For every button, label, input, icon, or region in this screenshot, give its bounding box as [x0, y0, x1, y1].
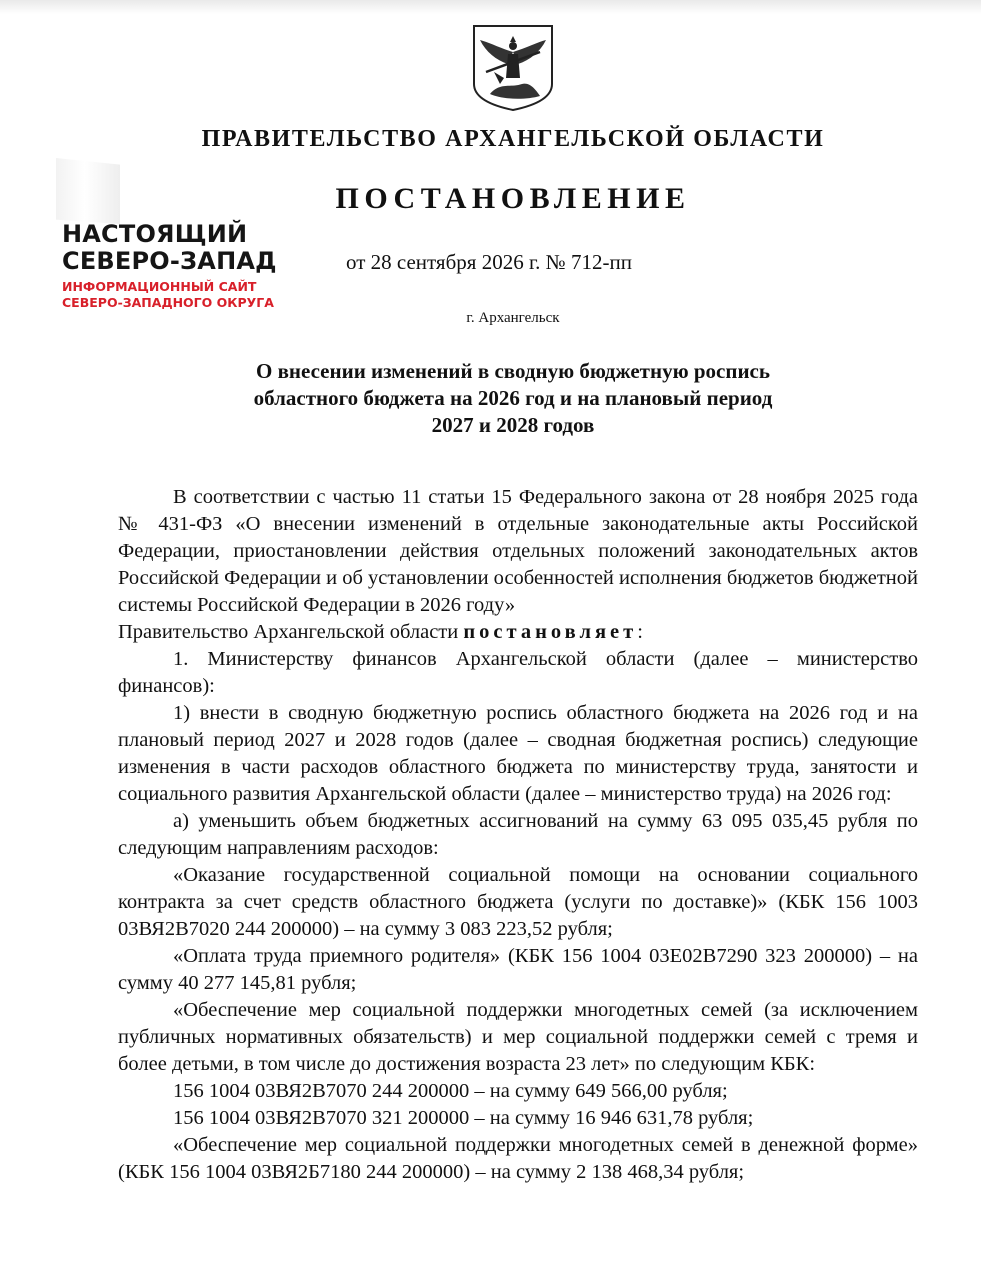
resolves-prefix: Правительство Архангельской области — [118, 621, 464, 643]
clause-paragraph: 1. Министерству финансов Архангельской области (далее – министерство финансов): — [118, 648, 918, 697]
document-dateline: от 28 сентября 2026 г. № 712-пп — [346, 250, 632, 274]
clause-paragraph: 1) внести в сводную бюджетную роспись областного бюджета на 2026 год и на плановый период 2027 и 2028 годов (далее – сводная бюджетная роспись) следующие изменения в части расходов областного бюджета по министерству труда, занятости и социального развития Архангельской области (далее – министерство труда) на 2026 год: — [118, 702, 918, 805]
document-body — [118, 484, 918, 1186]
resolves-suffix: : — [637, 621, 643, 643]
government-name: ПРАВИТЕЛЬСТВО АРХАНГЕЛЬСКОЙ ОБЛАСТИ — [201, 126, 825, 152]
preamble-paragraph: В соответствии с частью 11 статьи 15 Федерального закона от 28 ноября 2025 года № 431-ФЗ «О внесении изменений в отдельные законодательные акты Российской Федерации, приостановлении действия отдельных положений законодательных актов Российской Федерации и об установлении особенностей исполнения бюджетов бюджетной системы Российской Федерации в 2026 году» — [118, 486, 918, 616]
document-city: г. Архангельск — [466, 310, 560, 326]
clause-paragraph: 156 1004 03ВЯ2В7070 321 200000 – на сумму 16 946 631,78 рубля; — [173, 1107, 754, 1129]
document-type-title: ПОСТАНОВЛЕНИЕ — [335, 182, 691, 215]
resolution-title-line: 2027 и 2028 годов — [431, 413, 595, 437]
resolves-word: постановляет — [463, 621, 638, 643]
resolution-title-line: областного бюджета на 2026 год и на плановый период — [253, 386, 773, 410]
watermark-logo — [56, 158, 306, 314]
watermark-line-1: НАСТОЯЩИЙ — [62, 220, 248, 248]
clause-paragraph: «Оказание государственной социальной помощи на основании социального контракта за счет средств областного бюджета (услуги по доставке)» (КБК 156 1003 03ВЯ2В7020 244 200000) – на сумму 3 083 223,52 рубля; — [118, 864, 918, 940]
resolution-title-line: О внесении изменений в сводную бюджетную роспись — [256, 359, 770, 383]
clause-paragraph: «Обеспечение мер социальной поддержки многодетных семей в денежной форме» (КБК 156 1004 03ВЯ2Б7180 244 200000) – на сумму 2 138 468,34 рубля; — [118, 1134, 918, 1183]
resolution-title — [0, 358, 981, 439]
clause-paragraph: а) уменьшить объем бюджетных ассигнований на сумму 63 095 035,45 рубля по следующим направлениям расходов: — [118, 810, 918, 859]
watermark-subtitle-1: ИНФОРМАЦИОННЫЙ САЙТ — [62, 279, 257, 294]
coat-of-arms-icon — [470, 22, 556, 112]
watermark-line-2: СЕВЕРО-ЗАПАД — [62, 247, 277, 275]
clause-paragraph: «Обеспечение мер социальной поддержки многодетных семей (за исключением публичных нормативных обязательств) и мер социальной поддержки семей с тремя и более детьми, в том числе до достижения возраста 23 лет» по следующим КБК: — [118, 999, 918, 1075]
clause-paragraph: 156 1004 03ВЯ2В7070 244 200000 – на сумму 649 566,00 рубля; — [173, 1080, 728, 1102]
clause-paragraph: «Оплата труда приемного родителя» (КБК 156 1004 03Е02В7290 323 200000) – на сумму 40 277 145,81 рубля; — [118, 945, 918, 994]
resolves-paragraph — [118, 619, 918, 646]
watermark-subtitle-2: СЕВЕРО-ЗАПАДНОГО ОКРУГА — [62, 295, 274, 310]
scan-top-edge — [0, 0, 981, 14]
